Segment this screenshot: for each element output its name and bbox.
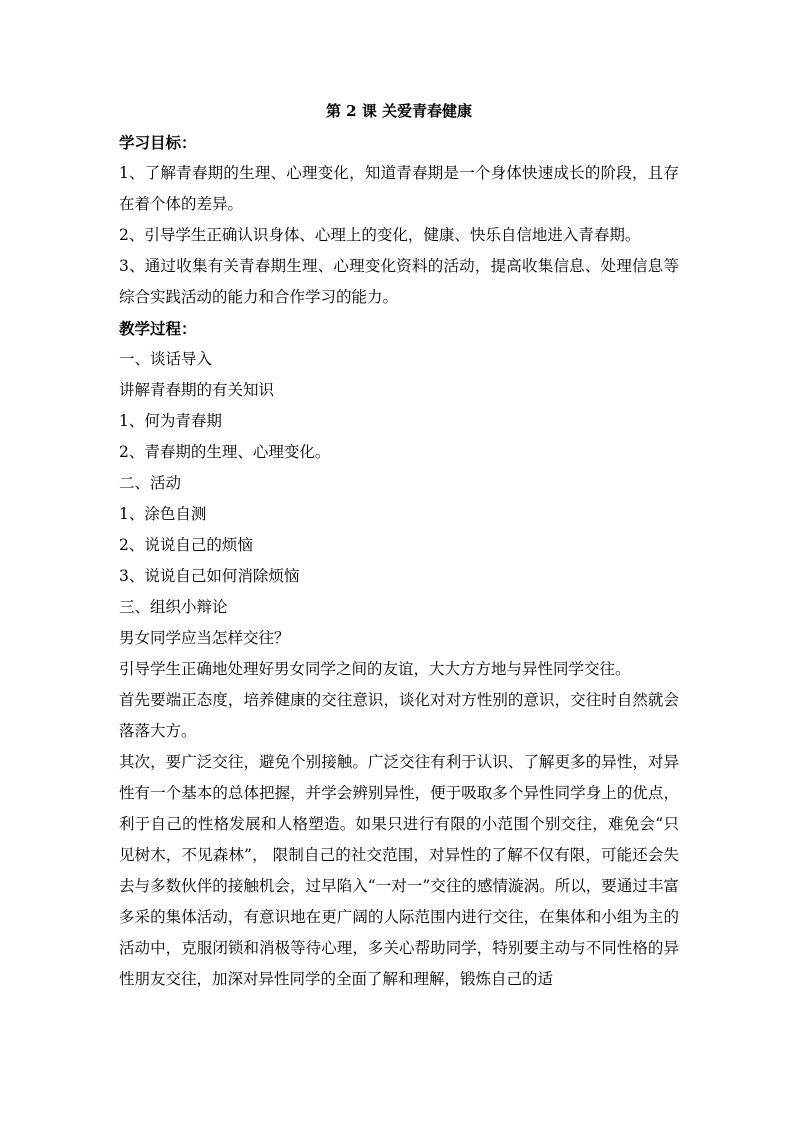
document-body <box>119 96 679 995</box>
objective-item: 3、通过收集有关青春期生理、心理变化资料的活动，提高收集信息、处理信息等综合实践活动的能力和合作学习的能力。 <box>119 257 679 306</box>
section-item: 1、何为青春期 <box>119 412 222 430</box>
section-intro: 讲解青春期的有关知识 <box>119 381 275 399</box>
body-paragraph: 首先要端正态度，培养健康的交往意识，谈化对对方性别的意识，交往时自然就会落落大方。 <box>119 691 679 740</box>
process-heading: 教学过程： <box>119 319 197 338</box>
body-paragraph: 引导学生正确地处理好男女同学之间的友谊，大大方方地与异性同学交往。 <box>119 660 631 678</box>
section-item: 1、涂色自测 <box>119 505 207 523</box>
section-heading: 二、活动 <box>119 474 182 492</box>
objectives-heading: 学习目标： <box>119 133 197 152</box>
section-question: 男女同学应当怎样交往？ <box>119 629 290 647</box>
objective-item: 1、了解青春期的生理、心理变化，知道青春期是一个身体快速成长的阶段，且存在着个体的差异。 <box>119 164 679 213</box>
document-title: 第 2 课 关爱青春健康 <box>325 102 473 120</box>
objective-item: 2、引导学生正确认识身体、心理上的变化，健康、快乐自信地进入青春期。 <box>119 226 641 244</box>
body-paragraph: 其次，要广泛交往，避免个别接触。广泛交往有利于认识、了解更多的异性，对异性有一个基本的总体把握，并学会辨别异性，便于吸取多个异性同学身上的优点，利于自己的性格发展和人格塑造。如果只进行有限的小范围个别交往，难免会“只见树木，不见森林”， 限制自己的社交范围，对异性的了解不仅有限，可能还会失去与多数伙伴的接触机会，过早陷入“一对一”交往的感情漩涡。所以，要通过丰富多采的集体活动，有意识地在更广阔的人际范围内进行交往，在集体和小组为主的活动中，克服闭锁和消极等待心理，多关心帮助同学，特别要主动与不同性格的异性朋友交往，加深对异性同学的全面了解和理解，锻炼自己的适 <box>119 753 679 988</box>
section-heading: 三、组织小辩论 <box>119 598 228 616</box>
section-item: 2、青春期的生理、心理变化。 <box>119 443 331 461</box>
section-item: 2、说说自己的烦恼 <box>119 536 253 554</box>
section-item: 3、说说自己如何消除烦恼 <box>119 567 300 585</box>
section-heading: 一、谈话导入 <box>119 350 213 368</box>
